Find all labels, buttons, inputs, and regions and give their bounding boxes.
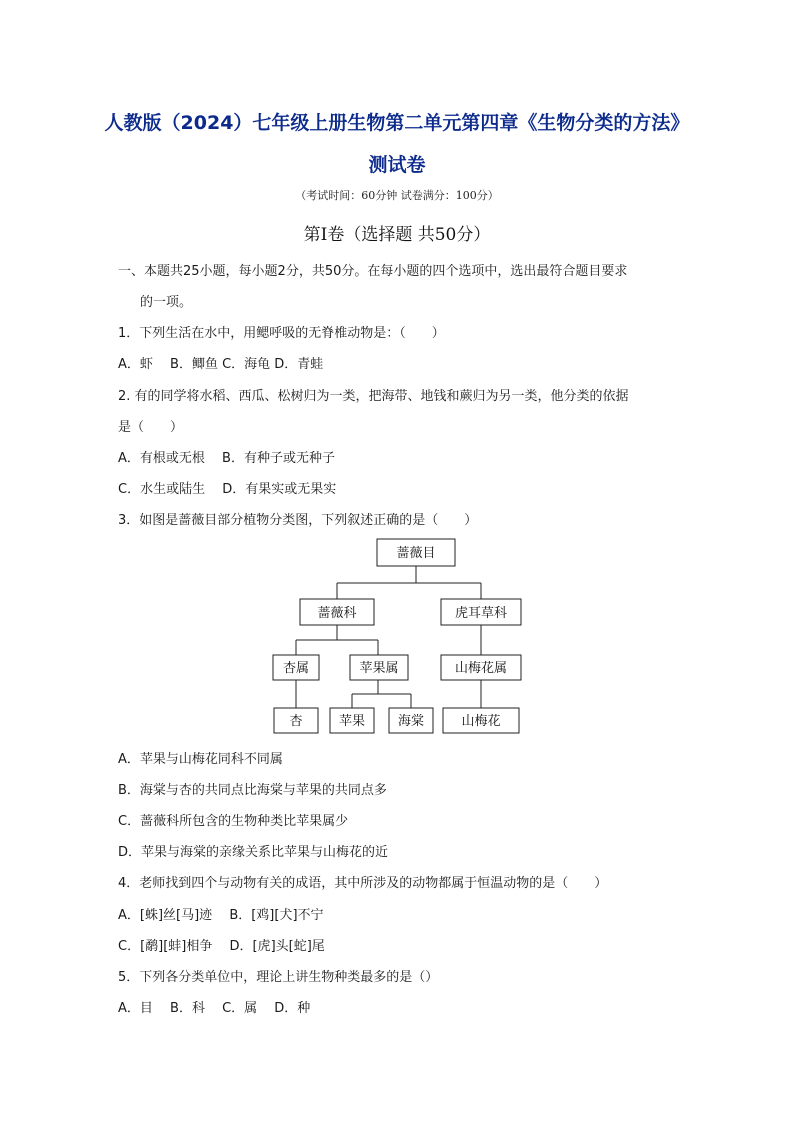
node-genus-apricot: 杏属 <box>282 661 310 676</box>
node-mockorange: 山梅花 <box>461 714 501 729</box>
q4-stem: 4．老师找到四个与动物有关的成语，其中所涉及的动物都属于恒温动物的是（ ） <box>118 876 608 891</box>
node-crabapple: 海棠 <box>397 714 425 729</box>
q3-option-a: A．苹果与山梅花同科不同属 <box>118 752 283 767</box>
q5-options: A．目 B．科 C．属 D．种 <box>118 1001 311 1016</box>
q1-stem: 1．下列生活在水中，用鳃呼吸的无脊椎动物是：（ ） <box>118 326 445 341</box>
exam-info: （考试时间：60分钟 试卷满分：100分） <box>295 189 499 202</box>
q3-option-d: D．苹果与海棠的亲缘关系比苹果与山梅花的近 <box>118 845 389 860</box>
section-title: 第Ⅰ卷（选择题 共50分） <box>303 225 491 245</box>
q3-option-b: B．海棠与杏的共同点比海棠与苹果的共同点多 <box>118 783 387 798</box>
q3-option-c: C．蔷薇科所包含的生物种类比苹果属少 <box>118 814 349 829</box>
q2-stem-line1: 2. 有的同学将水稻、西瓜、松树归为一类，把海带、地钱和蕨归为另一类，他分类的依据 <box>118 389 629 404</box>
instructions-line2: 的一项。 <box>140 295 193 310</box>
q4-options-line1: A．[蛛]丝[马]迹 B．[鸡][犬]不宁 <box>118 908 324 923</box>
q3-stem: 3．如图是蔷薇目部分植物分类图，下列叙述正确的是（ ） <box>118 513 478 528</box>
q5-stem: 5．下列各分类单位中，理论上讲生物种类最多的是（） <box>118 970 439 985</box>
q1-options: A．虾 B．鲫鱼 C．海龟 D．青蛙 <box>118 357 324 372</box>
node-apricot: 杏 <box>289 714 303 729</box>
node-root: 蔷薇目 <box>396 546 436 561</box>
exam-title-line1: 人教版（2024）七年级上册生物第二单元第四章《生物分类的方法》 <box>104 112 690 134</box>
node-genus-mockorange: 山梅花属 <box>454 661 508 676</box>
q2-options-line1: A．有根或无根 B．有种子或无种子 <box>118 451 335 466</box>
q4-options-line2: C．[鹬][蚌]相争 D．[虎]头[蛇]尾 <box>118 939 325 954</box>
node-genus-apple: 苹果属 <box>359 661 399 676</box>
node-apple: 苹果 <box>338 714 366 729</box>
node-saxifragaceae: 虎耳草科 <box>454 606 508 621</box>
q2-options-line2: C．水生或陆生 D．有果实或无果实 <box>118 482 337 497</box>
q2-stem-line2: 是（ ） <box>118 420 184 435</box>
instructions-line1: 一、本题共25小题，每小题2分，共50分。在每小题的四个选项中，选出最符合题目要求 <box>118 264 628 279</box>
exam-title-line2: 测试卷 <box>368 154 426 176</box>
node-rosaceae: 蔷薇科 <box>317 606 357 621</box>
